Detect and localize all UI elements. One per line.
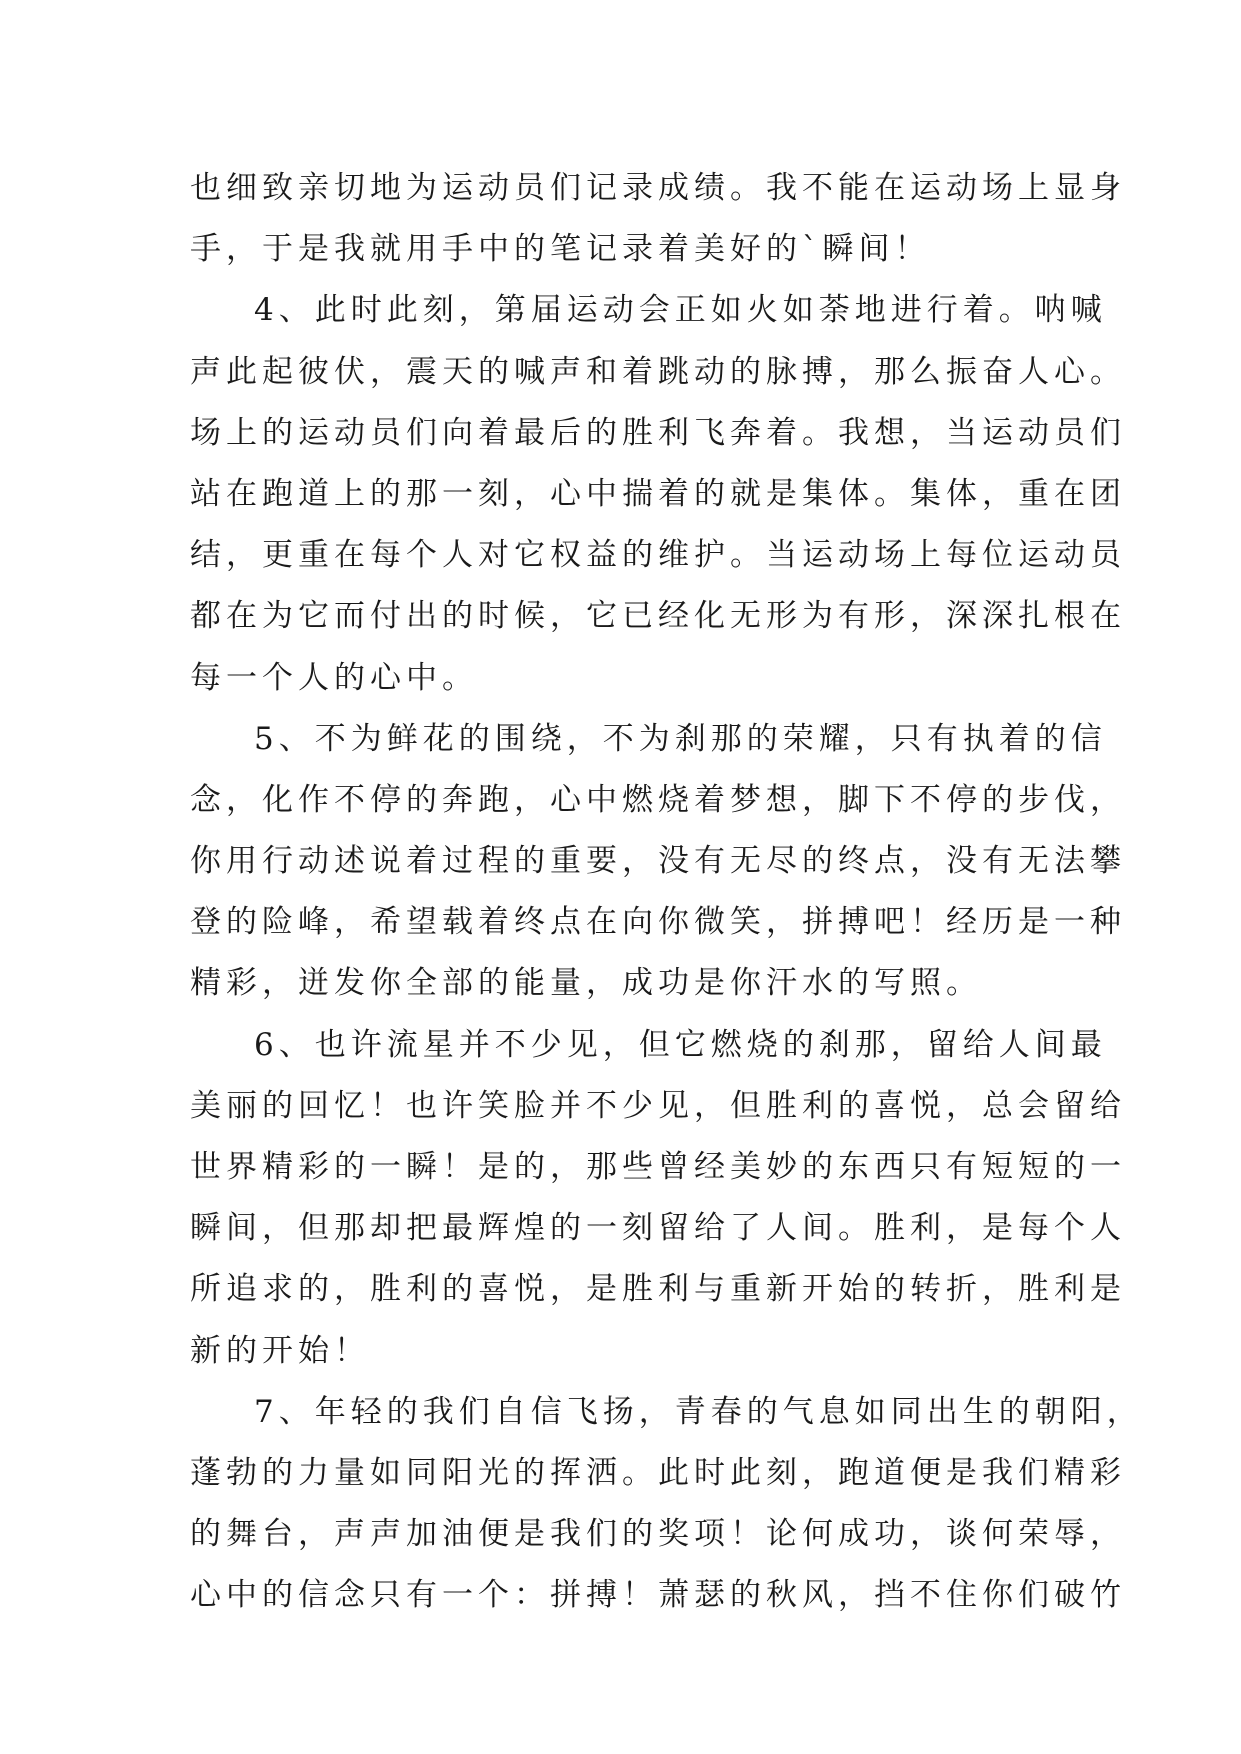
text-line: 精彩，迸发你全部的能量，成功是你汗水的写照。 bbox=[190, 965, 982, 1002]
text-line: 美丽的回忆！也许笑脸并不少见，但胜利的喜悦，总会留给 bbox=[190, 1087, 1126, 1124]
text-line: 的舞台，声声加油便是我们的奖项！论何成功，谈何荣辱， bbox=[190, 1516, 1126, 1553]
text-line: 念，化作不停的奔跑，心中燃烧着梦想，脚下不停的步伐， bbox=[190, 781, 1126, 818]
text-line: 都在为它而付出的时候，它已经化无形为有形，深深扎根在 bbox=[190, 598, 1126, 635]
text-line: 站在跑道上的那一刻，心中揣着的就是集体。集体，重在团 bbox=[190, 475, 1126, 512]
paragraph-start-line: 6、也许流星并不少见，但它燃烧的刹那，留给人间最 bbox=[254, 1026, 1107, 1063]
text-line: 世界精彩的一瞬！是的，那些曾经美妙的东西只有短短的一 bbox=[190, 1149, 1126, 1185]
paragraph-start-line: 7、年轻的我们自信飞扬，青春的气息如同出生的朝阳， bbox=[254, 1393, 1143, 1430]
text-line: 场上的运动员们向着最后的胜利飞奔着。我想，当运动员们 bbox=[190, 414, 1126, 451]
text-line: 声此起彼伏，震天的喊声和着跳动的脉搏，那么振奋人心。 bbox=[190, 353, 1126, 390]
text-line: 登的险峰，希望载着终点在向你微笑，拼搏吧！经历是一种 bbox=[190, 904, 1126, 941]
text-line: 也细致亲切地为运动员们记录成绩。我不能在运动场上显身 bbox=[190, 170, 1126, 206]
text-line: 所追求的，胜利的喜悦，是胜利与重新开始的转折，胜利是 bbox=[190, 1271, 1126, 1308]
paragraph-start-line: 4、此时此刻，第届运动会正如火如荼地进行着。呐喊 bbox=[254, 292, 1107, 329]
text-line: 瞬间，但那却把最辉煌的一刻留给了人间。胜利，是每个人 bbox=[190, 1210, 1126, 1247]
paragraph-start-line: 5、不为鲜花的围绕，不为刹那的荣耀，只有执着的信 bbox=[254, 720, 1107, 757]
text-line: 心中的信念只有一个：拼搏！萧瑟的秋风，挡不住你们破竹 bbox=[190, 1577, 1126, 1614]
text-line: 你用行动述说着过程的重要，没有无尽的终点，没有无法攀 bbox=[190, 843, 1126, 880]
text-line: 手，于是我就用手中的笔记录着美好的`瞬间！ bbox=[190, 231, 931, 268]
body-text bbox=[190, 158, 1143, 1627]
text-line: 每一个人的心中。 bbox=[190, 659, 478, 696]
text-line: 结，更重在每个人对它权益的维护。当运动场上每位运动员 bbox=[190, 537, 1126, 574]
text-line: 新的开始！ bbox=[190, 1332, 370, 1369]
text-line: 蓬勃的力量如同阳光的挥洒。此时此刻，跑道便是我们精彩 bbox=[190, 1454, 1126, 1491]
